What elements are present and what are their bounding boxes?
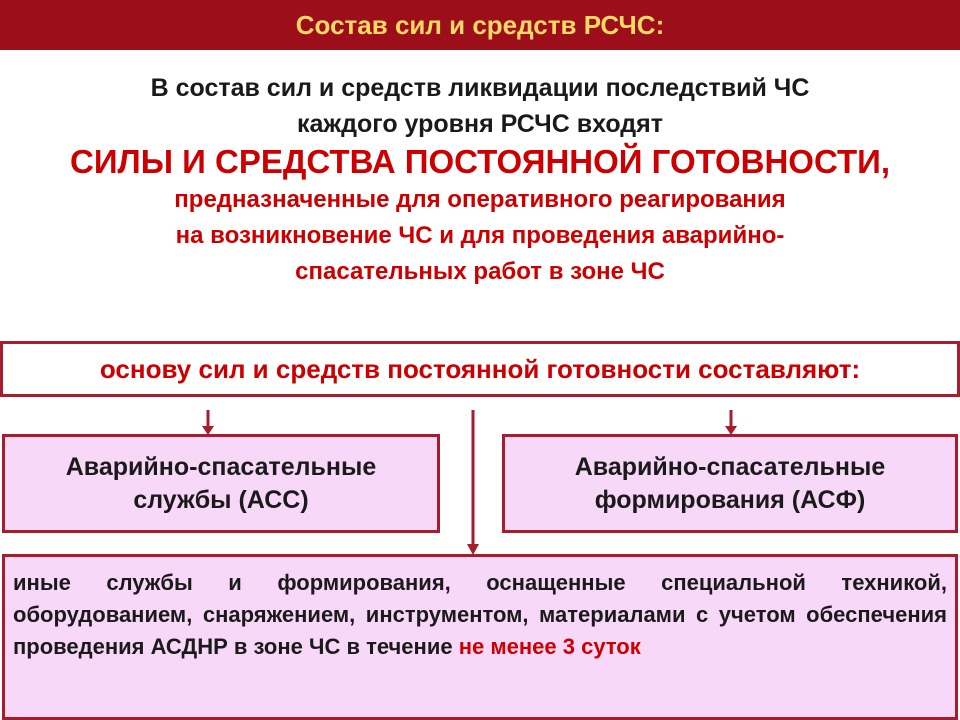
other-services-box	[2, 554, 958, 720]
arrow-down-icon	[465, 410, 481, 556]
asf-box	[502, 434, 958, 533]
other-services-highlight: не менее 3 суток	[458, 634, 641, 659]
arrow-down-icon	[200, 410, 216, 436]
asf-line-2: формирования (АСФ)	[594, 485, 866, 514]
basis-text: основу сил и средств постоянной готовности составляют:	[99, 353, 861, 384]
ass-box	[2, 434, 440, 533]
title-bar	[0, 0, 960, 50]
page-title: Состав сил и средств РСЧС:	[295, 9, 665, 40]
intro-block	[0, 70, 960, 290]
intro-headline: СИЛЫ И СРЕДСТВА ПОСТОЯННОЙ ГОТОВНОСТИ,	[69, 143, 891, 180]
basis-box	[0, 341, 960, 397]
arrow-down-icon	[723, 410, 739, 436]
other-services-text: иные службы и формирования, оснащенные специальной техникой, оборудованием, снаряжением, инструментом, материалами с учетом обеспечения проведения АСДНР в зоне ЧС в течение	[13, 570, 947, 659]
ass-line-2: службы (АСС)	[133, 485, 309, 514]
intro-line-1: В состав сил и средств ликвидации последствий ЧС	[150, 74, 810, 102]
asf-line-1: Аварийно-спасательные	[574, 452, 886, 481]
ass-line-1: Аварийно-спасательные	[65, 452, 377, 481]
intro-purpose-1: предназначенные для оперативного реагирования	[174, 186, 786, 213]
intro-purpose-2: на возникновение ЧС и для проведения аварийно-	[175, 222, 785, 249]
intro-purpose-3: спасательных работ в зоне ЧС	[295, 258, 665, 285]
intro-line-2: каждого уровня РСЧС входят	[296, 110, 664, 138]
